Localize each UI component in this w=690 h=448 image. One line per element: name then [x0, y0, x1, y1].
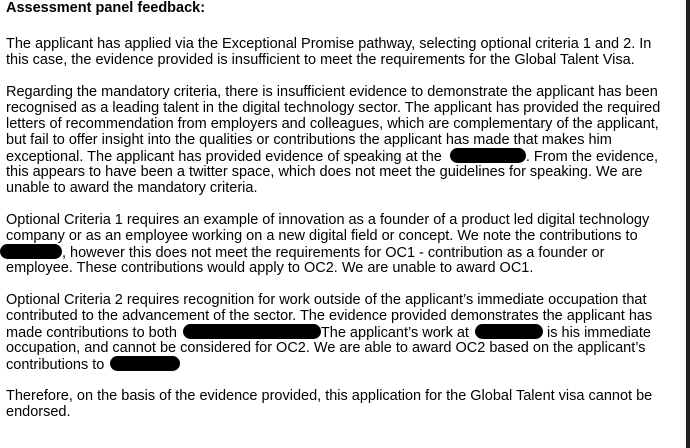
page-edge-border: [686, 0, 690, 448]
text-segment: made contributions to both: [6, 325, 177, 341]
text-line: contributed to the advancement of the sector. The evidence provided demonstrates the applicant has: [6, 308, 653, 324]
paragraph-pathway: [6, 36, 666, 68]
redaction-mark: [450, 148, 526, 163]
text-line: Optional Criteria 1 requires an example of innovation as a founder of a product led digital technology: [6, 212, 650, 228]
document-body: [6, 0, 666, 436]
text-line: [6, 244, 666, 260]
text-segment: . From the evidence,: [525, 149, 659, 165]
paragraph-optional-criteria-2: [6, 292, 666, 372]
text-line: The applicant has applied via the Exceptional Promise pathway, selecting optional criteria 1 and 2. In: [6, 36, 652, 52]
paragraph-optional-criteria-1: [6, 212, 666, 276]
text-line: endorsed.: [6, 404, 71, 420]
text-line: but fail to offer insight into the qualities or contributions the applicant has made that makes him: [6, 132, 612, 148]
text-line: [6, 148, 666, 164]
redaction-mark: [183, 324, 321, 339]
redaction-mark: [475, 324, 543, 339]
document-heading: Assessment panel feedback:: [6, 0, 206, 16]
text-line: Optional Criteria 2 requires recognition for work outside of the applicant’s immediate occupation that: [6, 292, 647, 308]
text-segment: exceptional. The applicant has provided evidence of speaking at the: [6, 149, 442, 165]
text-line: Regarding the mandatory criteria, there is insufficient evidence to demonstrate the applicant has been: [6, 84, 658, 100]
redaction-mark: [0, 244, 62, 259]
text-segment: The applicant’s work at: [320, 325, 469, 341]
text-line: [6, 356, 666, 372]
text-line: recognised as a leading talent in the digital technology sector. The applicant has provided the required: [6, 100, 661, 116]
text-line: Therefore, on the basis of the evidence provided, this application for the Global Talent visa cannot be: [6, 388, 653, 404]
text-line: company or as an employee working on a new digital field or concept. We note the contributions to: [6, 228, 638, 244]
text-line: [6, 324, 666, 340]
text-segment: is his immediate: [547, 325, 651, 341]
text-line: letters of recommendation from employers and colleagues, which are complementary of the applicant,: [6, 116, 659, 132]
text-line: employee. These contributions would apply to OC2. We are unable to award OC1.: [6, 260, 534, 276]
text-line: this appears to have been a twitter space, which does not meet the guidelines for speaking. We are: [6, 164, 643, 180]
text-segment: , however this does not meet the requirements for OC1 - contribution as a founder or: [62, 245, 605, 261]
paragraph-mandatory-criteria: [6, 84, 666, 196]
redaction-mark: [110, 356, 180, 371]
text-line: unable to award the mandatory criteria.: [6, 180, 258, 196]
text-segment: contributions to: [6, 357, 105, 373]
text-line: this case, the evidence provided is insufficient to meet the requirements for the Global Talent Visa.: [6, 52, 635, 68]
text-line: occupation, and cannot be considered for OC2. We are able to award OC2 based on the applicant’s: [6, 340, 646, 356]
paragraph-conclusion: [6, 388, 666, 420]
